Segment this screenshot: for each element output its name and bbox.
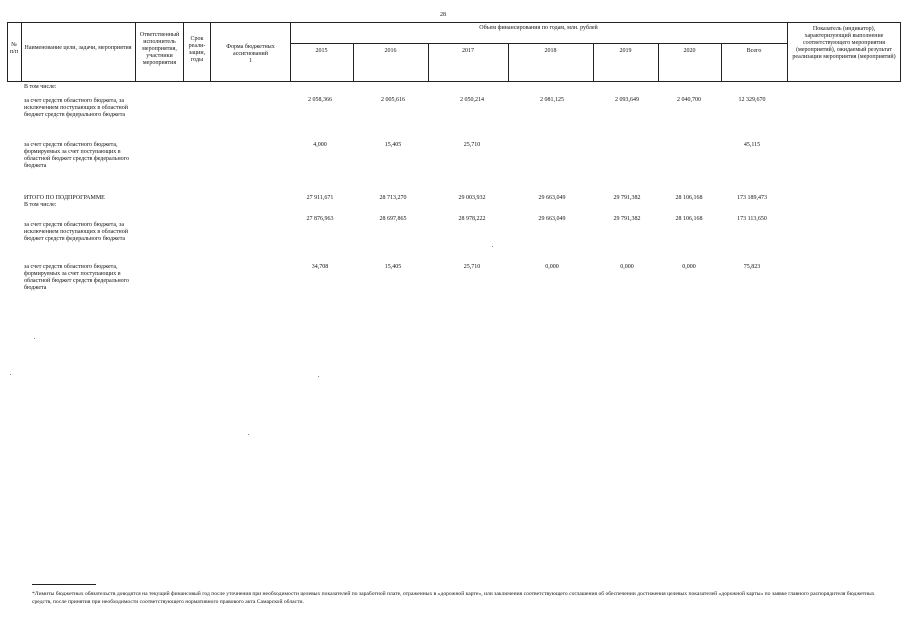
year-2016-header: 2016: [384, 48, 397, 54]
row-label: В том числе:: [24, 202, 57, 208]
cell-2015: 27 911,671: [306, 195, 334, 201]
cell-total: 75,823: [743, 264, 761, 270]
footnote: *Лимиты бюджетных обязательств доводятся на текущий финансовый год после уточнения при необходимости целевых показателей по заработной плате, отраженных в «дорожной карте», или заключения соответствующего соглашения об обеспечении достижения целевых показателей «дорожной карты» по заявке главного распорядителя бюджетных средств, после принятия при необходимости соответствующего нормативного правового акта Самарской области.: [32, 591, 875, 605]
cell-2020: 28 106,168: [675, 195, 703, 201]
cell-2019: 0,000: [620, 264, 634, 270]
cell-total: 12 329,670: [738, 97, 766, 103]
cell-total: 173 189,473: [737, 195, 767, 201]
total-header: Всего: [746, 48, 762, 54]
cell-2018: 29 663,049: [538, 195, 566, 201]
col-name-header: Наименование цели, задачи, мероприятия: [24, 45, 132, 51]
col-number-header: № п/п: [9, 42, 19, 55]
year-2018-header: 2018: [544, 48, 557, 54]
cell-2019: 29 791,382: [613, 216, 641, 222]
year-2017-header: 2017: [462, 48, 474, 54]
cell-2015: 27 876,963: [306, 216, 334, 222]
cell-2020: 0,000: [682, 264, 696, 270]
row-label: за счет средств областного бюджета, за исключением поступающих в областной бюджет средств федерального бюджета: [24, 98, 128, 118]
subprogram-total-label: ИТОГО ПО ПОДПРОГРАММЕ: [24, 195, 105, 201]
cell-2016: 15,405: [384, 264, 402, 270]
cell-2019: 2 093,649: [615, 97, 639, 103]
cell-2016: 2 005,616: [381, 97, 405, 103]
cell-2018: 29 663,049: [538, 216, 566, 222]
cell-2017: 25,710: [463, 142, 481, 148]
row-label: за счет средств областного бюджета, формируемых за счет поступающих в областной бюджет средств федерального бюджета: [24, 264, 129, 291]
col-term-header: Срок реали-зации, годы: [188, 36, 206, 63]
cell-2018: 0,000: [545, 264, 559, 270]
table-header: [7, 22, 900, 82]
cell-2017: 25,710: [463, 264, 481, 270]
cell-total: 173 113,650: [737, 216, 767, 222]
year-2020-header: 2020: [683, 48, 696, 54]
cell-2018: 2 081,125: [540, 97, 564, 103]
cell-2020: 2 040,700: [677, 97, 701, 103]
footnote-rule: [32, 584, 96, 585]
cell-total: 45,115: [743, 142, 761, 148]
page-number: 28: [440, 12, 446, 18]
col-indicator-header: Показатель (индикатор), характеризующий выполнение соответствующего мероприятия (мероприятий), ожидаемый результат реализации мероприятия (мероприятий): [792, 26, 896, 60]
cell-2017: 28 978,222: [458, 216, 486, 222]
row-label: за счет средств областного бюджета, за исключением поступающих в областной бюджет средств федерального бюджета: [24, 222, 128, 242]
row-label: за счет средств областного бюджета, формируемых за счет поступающих в областной бюджет средств федерального бюджета: [24, 142, 129, 169]
year-2019-header: 2019: [619, 48, 632, 54]
cell-2015: 2 058,366: [308, 97, 332, 103]
cell-2020: 28 106,168: [675, 216, 703, 222]
cell-2017: 2 050,214: [460, 97, 484, 103]
row-label: В том числе:: [24, 84, 57, 90]
cell-2016: 28 697,865: [379, 216, 407, 222]
cell-2019: 29 791,382: [613, 195, 641, 201]
cell-2016: 15,405: [384, 142, 402, 148]
year-2015-header: 2015: [315, 48, 328, 54]
cell-2017: 29 003,932: [458, 195, 486, 201]
col-form-header: Форма бюджетных ассигнований 1: [226, 44, 275, 64]
cell-2015: 4,000: [313, 142, 327, 148]
col-funding-header: Объем финансирования по годам, млн. рублей: [479, 25, 598, 31]
col-executor-header: Ответственный исполнитель мероприятия, участники мероприятия: [139, 32, 180, 66]
cell-2015: 34,708: [311, 264, 329, 270]
cell-2016: 28 713,270: [379, 195, 407, 201]
